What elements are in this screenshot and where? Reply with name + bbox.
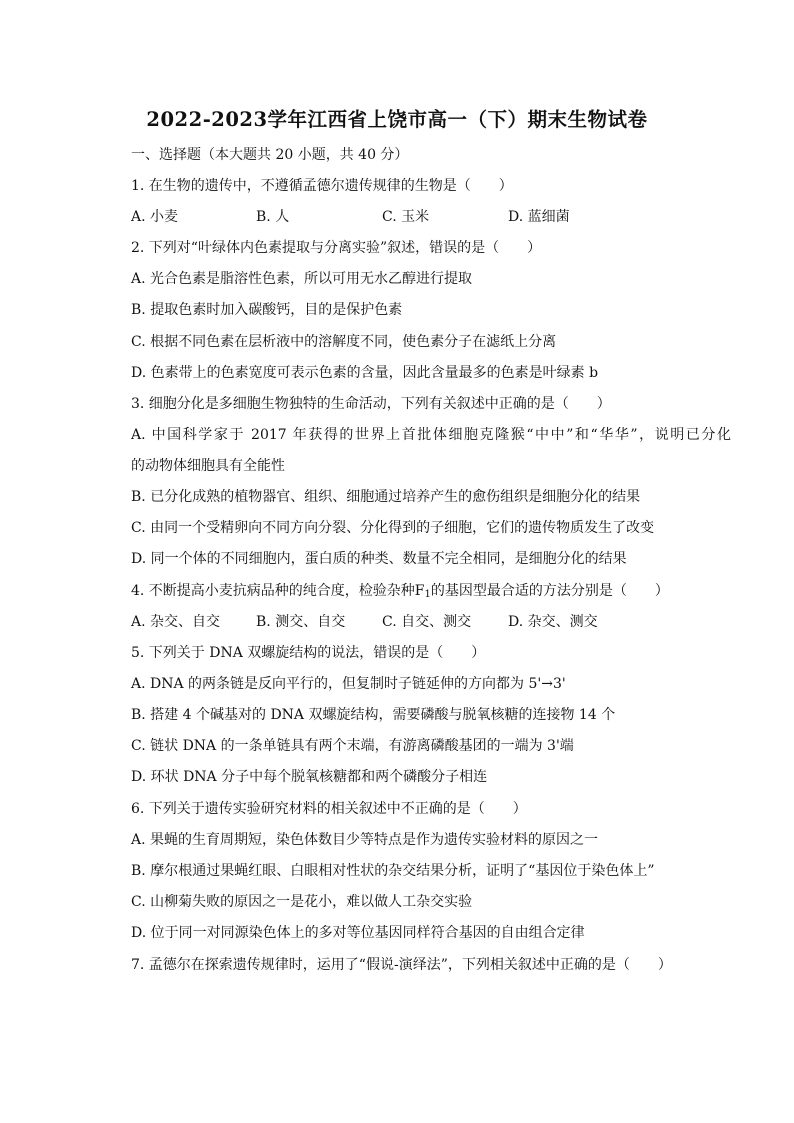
question-2-option-d: D. 色素带上的色素宽度可表示色素的含量，因此含量最多的色素是叶绿素 b <box>131 365 599 381</box>
question-2-stem: 2. 下列对“叶绿体内色素提取与分离实验”叙述，错误的是（ ） <box>131 240 542 256</box>
option-d: D. 杂交、测交 <box>508 614 598 630</box>
question-3-option-b: B. 已分化成熟的植物器官、组织、细胞通过培养产生的愈伤组织是细胞分化的结果 <box>131 489 641 505</box>
question-5-option-a: A. DNA 的两条链是反向平行的，但复制时子链延伸的方向都为 5'→3' <box>131 676 566 692</box>
question-2-option-c: C. 根据不同色素在层析液中的溶解度不同，使色素分子在滤纸上分离 <box>131 334 557 350</box>
question-3-option-c: C. 由同一个受精卵向不同方向分裂、分化得到的子细胞，它们的遗传物质发生了改变 <box>131 520 655 536</box>
question-3-stem: 3. 细胞分化是多细胞生物独特的生命活动，下列有关叙述中正确的是（ ） <box>131 396 611 412</box>
option-d: D. 蓝细菌 <box>508 209 570 225</box>
option-b: B. 人 <box>256 209 290 225</box>
question-4-stem <box>131 582 731 600</box>
question-6-option-c: C. 山柳菊失败的原因之一是花小，难以做人工杂交实验 <box>131 894 473 910</box>
question-6-option-b: B. 摩尔根通过果蝇红眼、白眼相对性状的杂交结果分析，证明了“基因位于染色体上” <box>131 863 655 879</box>
question-3-option-a-continued: 的动物体细胞具有全能性 <box>131 458 285 474</box>
question-4-stem-after: 的基因型最合适的方法分别是（ ） <box>430 583 669 599</box>
question-5-option-d: D. 环状 DNA 分子中每个脱氧核糖都和两个磷酸分子相连 <box>131 769 488 785</box>
question-6-option-d: D. 位于同一对同源染色体上的多对等位基因同样符合基因的自由组合定律 <box>131 925 585 941</box>
question-1-options <box>131 208 731 226</box>
question-5-option-c: C. 链状 DNA 的一条单链具有两个末端，有游离磷酸基团的一端为 3'端 <box>131 738 574 754</box>
question-4-stem-subscript: 1 <box>424 589 431 600</box>
question-5-option-b: B. 搭建 4 个碱基对的 DNA 双螺旋结构，需要磷酸与脱氧核糖的连接物 14 个 <box>131 707 616 723</box>
option-a: A. 小麦 <box>131 209 179 225</box>
section-heading: 一、选择题（本大题共 20 小题，共 40 分） <box>131 147 409 163</box>
option-c: C. 自交、测交 <box>382 614 472 630</box>
question-3-option-a: A. 中国科学家于 2017 年获得的世界上首批体细胞克隆猴“中中”和“华华”，说明已分化 <box>131 427 731 443</box>
question-6-option-a: A. 果蝇的生育周期短，染色体数目少等特点是作为遗传实验材料的原因之一 <box>131 832 599 848</box>
question-4-options <box>131 613 731 631</box>
exam-title: 2022-2023学年江西省上饶市高一（下）期末生物试卷 <box>146 108 648 131</box>
question-2-option-b: B. 提取色素时加入碳酸钙，目的是保护色素 <box>131 302 403 318</box>
question-4-stem-before: 4. 不断提高小麦抗病品种的纯合度，检验杂种F <box>131 583 425 599</box>
question-5-stem: 5. 下列关于 DNA 双螺旋结构的说法，错误的是（ ） <box>131 645 486 661</box>
question-1-stem: 1. 在生物的遗传中，不遵循孟德尔遗传规律的生物是（ ） <box>131 178 513 194</box>
question-7-stem: 7. 孟德尔在探索遗传规律时，运用了“假说-演绎法”，下列相关叙述中正确的是（ ） <box>131 957 672 973</box>
question-2-option-a: A. 光合色素是脂溶性色素，所以可用无水乙醇进行提取 <box>131 271 473 287</box>
option-c: C. 玉米 <box>382 209 430 225</box>
option-a: A. 杂交、自交 <box>131 614 221 630</box>
option-b: B. 测交、自交 <box>256 614 346 630</box>
question-6-stem: 6. 下列关于遗传实验研究材料的相关叙述中不正确的是（ ） <box>131 801 527 817</box>
question-3-option-d: D. 同一个体的不同细胞内，蛋白质的种类、数量不完全相同，是细胞分化的结果 <box>131 551 627 567</box>
